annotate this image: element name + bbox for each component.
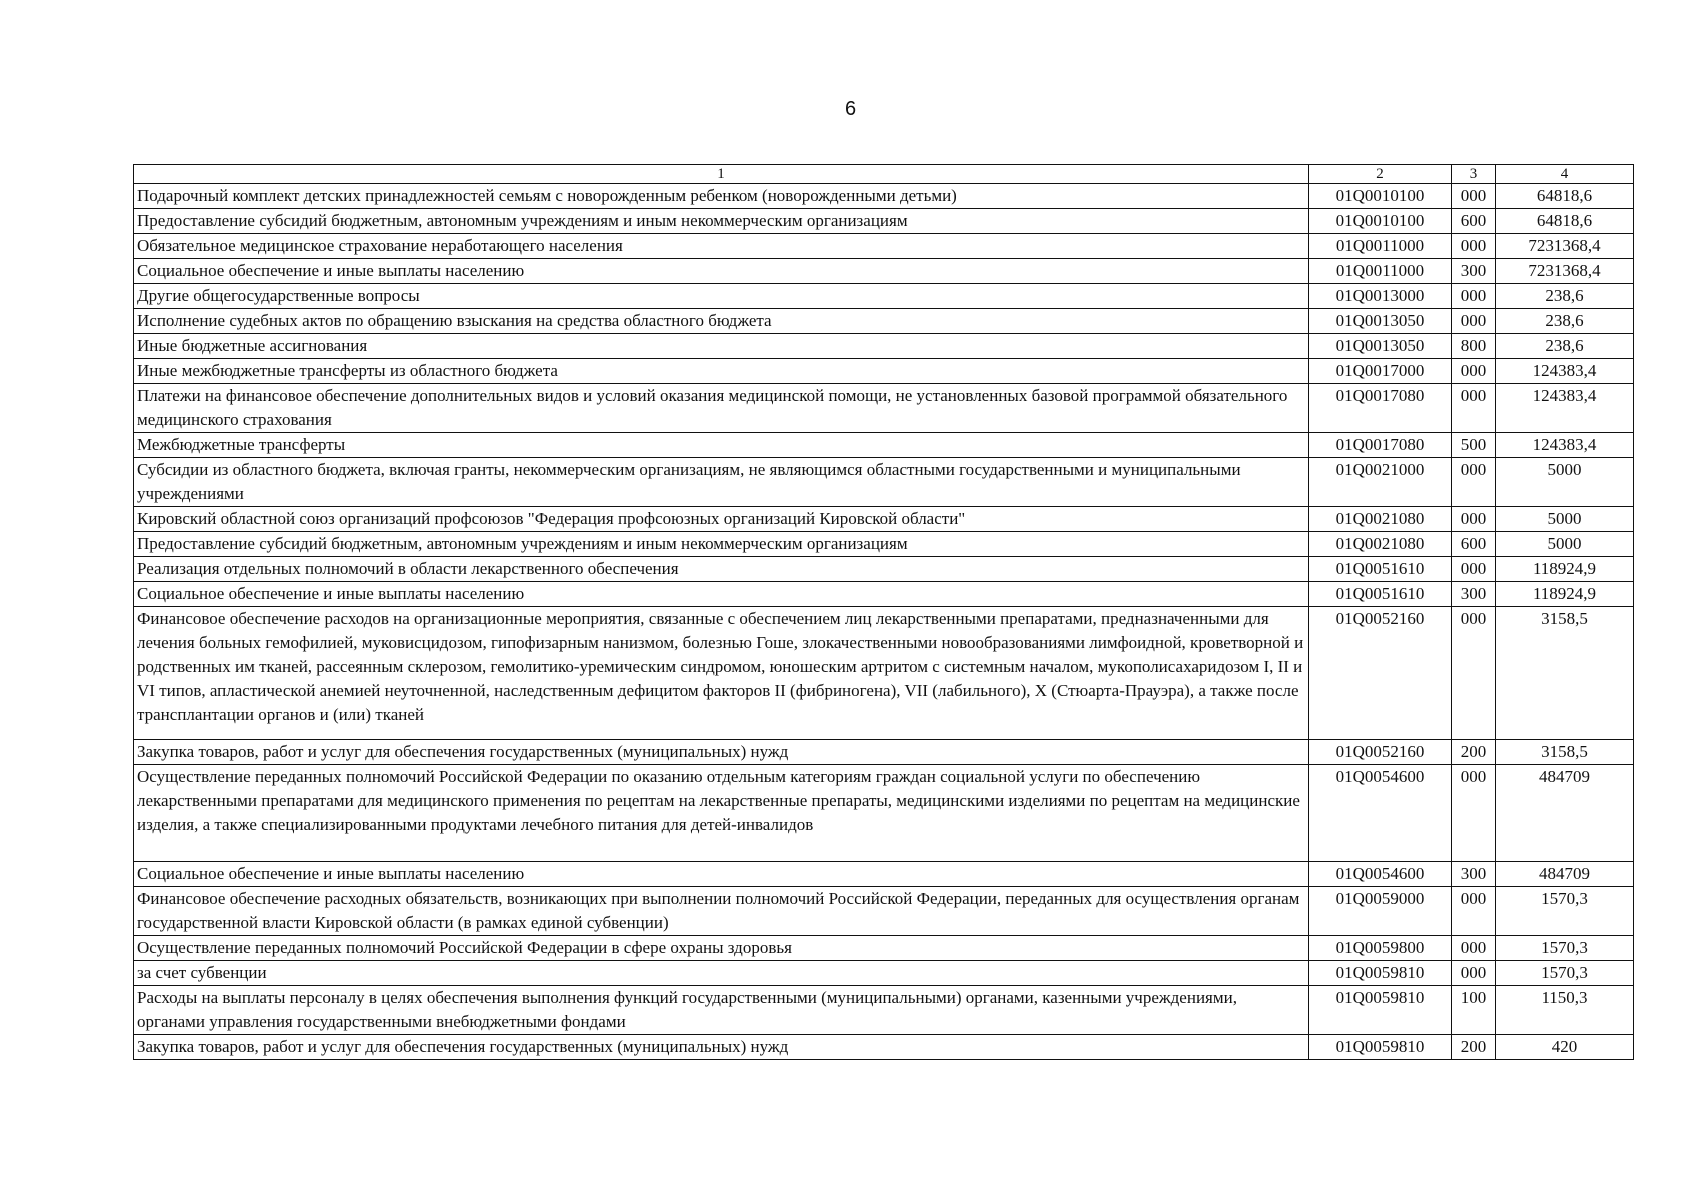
row-amount-cell: 5000 <box>1496 532 1634 557</box>
row-code-cell: 01Q0021080 <box>1309 532 1452 557</box>
row-type-cell: 300 <box>1452 582 1496 607</box>
row-amount-cell: 64818,6 <box>1496 184 1634 209</box>
row-name-cell: Исполнение судебных актов по обращению взыскания на средства областного бюджета <box>134 309 1309 334</box>
row-name-cell: Кировский областной союз организаций профсоюзов "Федерация профсоюзных организаций Кировской области" <box>134 507 1309 532</box>
row-type-cell: 000 <box>1452 234 1496 259</box>
row-amount-cell: 238,6 <box>1496 309 1634 334</box>
row-amount-cell: 3158,5 <box>1496 740 1634 765</box>
row-code-cell: 01Q0010100 <box>1309 184 1452 209</box>
row-code-cell: 01Q0021000 <box>1309 458 1452 507</box>
row-name-cell: Социальное обеспечение и иные выплаты населению <box>134 862 1309 887</box>
row-amount-cell: 124383,4 <box>1496 384 1634 433</box>
row-code-cell: 01Q0021080 <box>1309 507 1452 532</box>
row-code-cell: 01Q0059000 <box>1309 887 1452 936</box>
table-header-row <box>134 165 1634 184</box>
row-type-cell: 100 <box>1452 986 1496 1035</box>
table-row <box>134 582 1634 607</box>
row-code-cell: 01Q0010100 <box>1309 209 1452 234</box>
row-amount-cell: 1150,3 <box>1496 986 1634 1035</box>
row-type-cell: 000 <box>1452 961 1496 986</box>
row-type-cell: 600 <box>1452 209 1496 234</box>
row-code-cell: 01Q0017080 <box>1309 433 1452 458</box>
row-code-cell: 01Q0011000 <box>1309 259 1452 284</box>
table-row <box>134 607 1634 740</box>
row-code-cell: 01Q0051610 <box>1309 557 1452 582</box>
table-row <box>134 961 1634 986</box>
table-body <box>134 184 1634 1060</box>
row-type-cell: 000 <box>1452 458 1496 507</box>
row-code-cell: 01Q0059810 <box>1309 1035 1452 1060</box>
table-row <box>134 309 1634 334</box>
row-name-cell: Закупка товаров, работ и услуг для обеспечения государственных (муниципальных) нужд <box>134 740 1309 765</box>
table-row <box>134 209 1634 234</box>
row-amount-cell: 1570,3 <box>1496 961 1634 986</box>
row-type-cell: 000 <box>1452 936 1496 961</box>
row-amount-cell: 1570,3 <box>1496 887 1634 936</box>
budget-table <box>133 164 1634 1060</box>
row-code-cell: 01Q0011000 <box>1309 234 1452 259</box>
row-type-cell: 000 <box>1452 765 1496 862</box>
row-type-cell: 300 <box>1452 259 1496 284</box>
row-name-cell: Предоставление субсидий бюджетным, автономным учреждениям и иным некоммерческим организациям <box>134 532 1309 557</box>
row-amount-cell: 238,6 <box>1496 284 1634 309</box>
table-row <box>134 458 1634 507</box>
column-header-2: 2 <box>1309 165 1452 184</box>
row-name-cell: Подарочный комплект детских принадлежностей семьям с новорожденным ребенком (новорожденными детьми) <box>134 184 1309 209</box>
row-code-cell: 01Q0059810 <box>1309 986 1452 1035</box>
row-type-cell: 200 <box>1452 740 1496 765</box>
row-type-cell: 000 <box>1452 607 1496 740</box>
table-row <box>134 284 1634 309</box>
row-type-cell: 000 <box>1452 887 1496 936</box>
row-amount-cell: 7231368,4 <box>1496 259 1634 284</box>
row-name-cell: Другие общегосударственные вопросы <box>134 284 1309 309</box>
row-code-cell: 01Q0054600 <box>1309 862 1452 887</box>
table-row <box>134 740 1634 765</box>
table-row <box>134 184 1634 209</box>
row-type-cell: 000 <box>1452 507 1496 532</box>
row-amount-cell: 124383,4 <box>1496 433 1634 458</box>
row-type-cell: 300 <box>1452 862 1496 887</box>
row-code-cell: 01Q0013050 <box>1309 309 1452 334</box>
row-amount-cell: 484709 <box>1496 765 1634 862</box>
table-row <box>134 986 1634 1035</box>
table-row <box>134 234 1634 259</box>
row-name-cell: Межбюджетные трансферты <box>134 433 1309 458</box>
row-name-cell: Осуществление переданных полномочий Российской Федерации по оказанию отдельным категориям граждан социальной услуги по обеспечению лекарственными препаратами для медицинского применения по рецептам на лекарственные препараты, медицинскими изделиями по рецептам на медицинские изделия, а также специализированными продуктами лечебного питания для детей-инвалидов <box>134 765 1309 862</box>
row-name-cell: Предоставление субсидий бюджетным, автономным учреждениям и иным некоммерческим организациям <box>134 209 1309 234</box>
row-type-cell: 200 <box>1452 1035 1496 1060</box>
row-name-cell: Социальное обеспечение и иные выплаты населению <box>134 582 1309 607</box>
row-name-cell: Иные бюджетные ассигнования <box>134 334 1309 359</box>
row-amount-cell: 3158,5 <box>1496 607 1634 740</box>
row-amount-cell: 118924,9 <box>1496 582 1634 607</box>
row-code-cell: 01Q0059810 <box>1309 961 1452 986</box>
row-code-cell: 01Q0059800 <box>1309 936 1452 961</box>
row-name-cell: Платежи на финансовое обеспечение дополнительных видов и условий оказания медицинской помощи, не установленных базовой программой обязательного медицинского страхования <box>134 384 1309 433</box>
row-name-cell: Финансовое обеспечение расходов на организационные мероприятия, связанные с обеспечением лиц лекарственными препаратами, предназначенными для лечения больных гемофилией, муковисцидозом, гипофизарным нанизмом, болезнью Гоше, злокачественными новообразованиями лимфоидной, кроветворной и родственных им тканей, рассеянным склерозом, гемолитико-уремическим синдромом, юношеским артритом с системным началом, мукополисахаридозом I, II и VI типов, апластической анемией неуточненной, наследственным дефицитом факторов II (фибриногена), VII (лабильного), X (Стюарта-Прауэра), а также после трансплантации органов и (или) тканей <box>134 607 1309 740</box>
row-amount-cell: 420 <box>1496 1035 1634 1060</box>
row-type-cell: 000 <box>1452 184 1496 209</box>
page-number: 6 <box>844 98 857 120</box>
row-name-cell: Закупка товаров, работ и услуг для обеспечения государственных (муниципальных) нужд <box>134 1035 1309 1060</box>
table-row <box>134 359 1634 384</box>
table-row <box>134 532 1634 557</box>
row-code-cell: 01Q0052160 <box>1309 607 1452 740</box>
column-header-1: 1 <box>134 165 1309 184</box>
row-type-cell: 000 <box>1452 557 1496 582</box>
row-amount-cell: 118924,9 <box>1496 557 1634 582</box>
row-amount-cell: 484709 <box>1496 862 1634 887</box>
row-code-cell: 01Q0013050 <box>1309 334 1452 359</box>
row-amount-cell: 7231368,4 <box>1496 234 1634 259</box>
row-code-cell: 01Q0051610 <box>1309 582 1452 607</box>
row-type-cell: 600 <box>1452 532 1496 557</box>
table-row <box>134 507 1634 532</box>
column-header-4: 4 <box>1496 165 1634 184</box>
row-amount-cell: 5000 <box>1496 507 1634 532</box>
row-amount-cell: 1570,3 <box>1496 936 1634 961</box>
row-name-cell: Иные межбюджетные трансферты из областного бюджета <box>134 359 1309 384</box>
table-row <box>134 334 1634 359</box>
row-type-cell: 000 <box>1452 359 1496 384</box>
row-amount-cell: 5000 <box>1496 458 1634 507</box>
row-name-cell: Социальное обеспечение и иные выплаты населению <box>134 259 1309 284</box>
table-row <box>134 557 1634 582</box>
row-name-cell: Реализация отдельных полномочий в области лекарственного обеспечения <box>134 557 1309 582</box>
row-amount-cell: 238,6 <box>1496 334 1634 359</box>
row-type-cell: 000 <box>1452 309 1496 334</box>
row-name-cell: Субсидии из областного бюджета, включая гранты, некоммерческим организациям, не являющимся областными государственными и муниципальными учреждениями <box>134 458 1309 507</box>
row-type-cell: 000 <box>1452 384 1496 433</box>
row-amount-cell: 64818,6 <box>1496 209 1634 234</box>
row-name-cell: Обязательное медицинское страхование неработающего населения <box>134 234 1309 259</box>
table-row <box>134 862 1634 887</box>
row-type-cell: 500 <box>1452 433 1496 458</box>
row-name-cell: Финансовое обеспечение расходных обязательств, возникающих при выполнении полномочий Российской Федерации, переданных для осуществления органам государственной власти Кировской области (в рамках единой субвенции) <box>134 887 1309 936</box>
row-code-cell: 01Q0017000 <box>1309 359 1452 384</box>
row-name-cell: Расходы на выплаты персоналу в целях обеспечения выполнения функций государственными (муниципальными) органами, казенными учреждениями, органами управления государственными внебюджетными фондами <box>134 986 1309 1035</box>
table-row <box>134 765 1634 862</box>
table-row <box>134 1035 1634 1060</box>
row-code-cell: 01Q0052160 <box>1309 740 1452 765</box>
row-name-cell: за счет субвенции <box>134 961 1309 986</box>
table-row <box>134 936 1634 961</box>
table-row <box>134 384 1634 433</box>
row-code-cell: 01Q0017080 <box>1309 384 1452 433</box>
column-header-3: 3 <box>1452 165 1496 184</box>
row-type-cell: 000 <box>1452 284 1496 309</box>
row-amount-cell: 124383,4 <box>1496 359 1634 384</box>
table-row <box>134 887 1634 936</box>
row-name-cell: Осуществление переданных полномочий Российской Федерации в сфере охраны здоровья <box>134 936 1309 961</box>
row-type-cell: 800 <box>1452 334 1496 359</box>
row-code-cell: 01Q0013000 <box>1309 284 1452 309</box>
table-row <box>134 259 1634 284</box>
row-code-cell: 01Q0054600 <box>1309 765 1452 862</box>
table-row <box>134 433 1634 458</box>
